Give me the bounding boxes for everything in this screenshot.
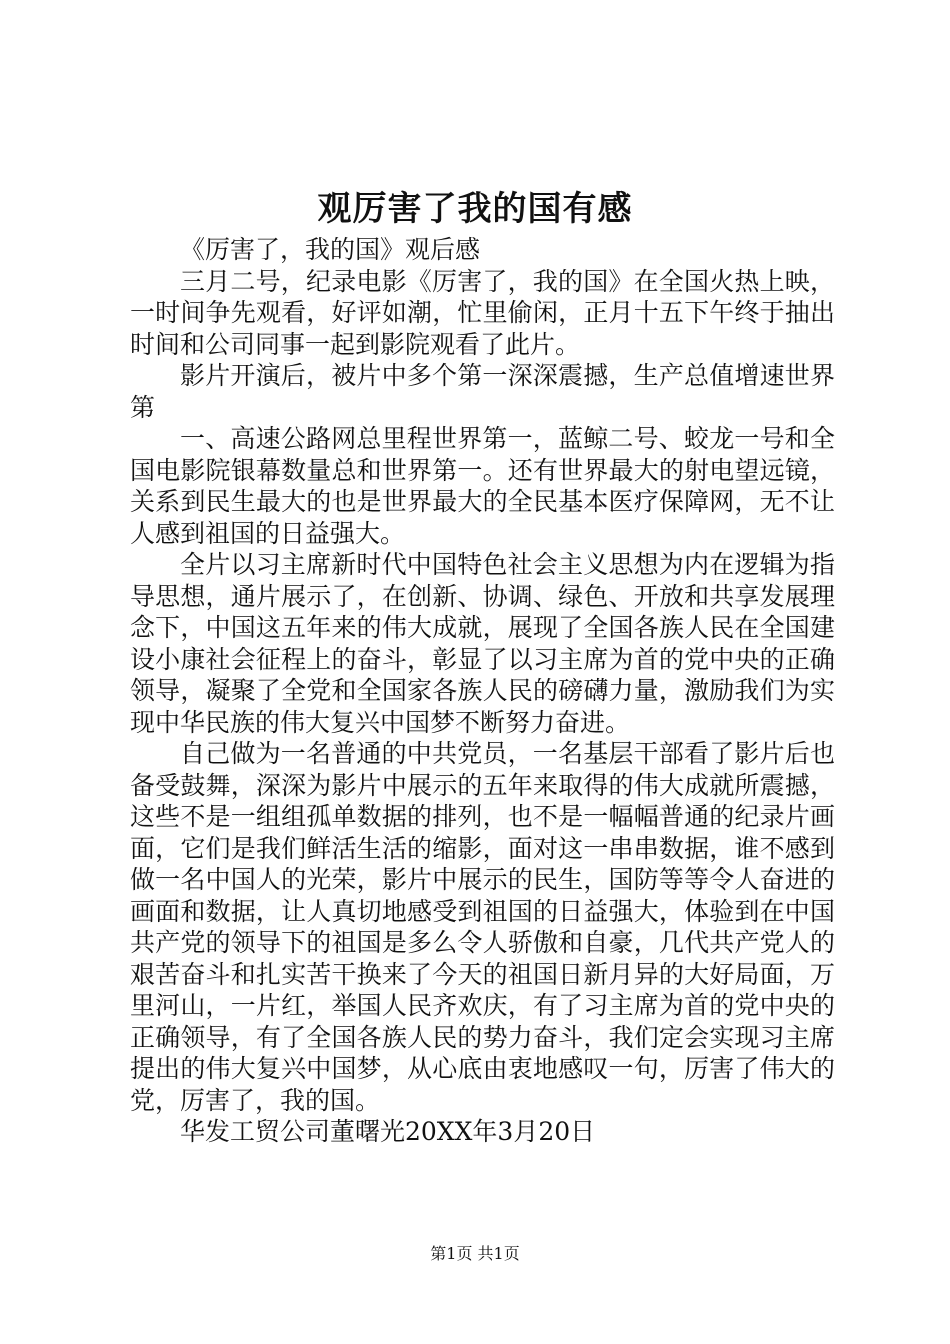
paragraph-subtitle: 《厉害了，我的国》观后感	[180, 235, 481, 264]
paragraph: 全片以习主席新时代中国特色社会主义思想为内在逻辑为指导思想，通片展示了，在创新、协调、绿色、开放和共享发展理念下，中国这五年来的伟大成就，展现了全国各族人民在全国建设小康社会征程上的奋斗，彰显了以习主席为首的党中央的正确领导，凝聚了全党和全国家各族人民的磅礴力量，激励我们为实现中华民族的伟大复兴中国梦不断努力奋进。	[130, 550, 835, 737]
page-footer: 第1页 共1页	[430, 1244, 520, 1263]
document-title: 观厉害了我的国有感	[317, 189, 633, 229]
document-body	[130, 234, 835, 1148]
paragraph: 影片开演后，被片中多个第一深深震撼，生产总值增速世界第	[130, 361, 835, 422]
paragraph: 一、高速公路网总里程世界第一，蓝鲸二号、蛟龙一号和全国电影院银幕数量总和世界第一。还有世界最大的射电望远镜，关系到民生最大的也是世界最大的全民基本医疗保障网，无不让人感到祖国的日益强大。	[130, 424, 835, 548]
paragraph: 三月二号，纪录电影《厉害了，我的国》在全国火热上映，一时间争先观看，好评如潮，忙里偷闲，正月十五下午终于抽出时间和公司同事一起到影院观看了此片。	[130, 266, 835, 359]
signature-line: 华发工贸公司董曙光20XX年3月20日	[180, 1117, 596, 1146]
paragraph: 自己做为一名普通的中共党员，一名基层干部看了影片后也备受鼓舞，深深为影片中展示的五年来取得的伟大成就所震撼，这些不是一组组孤单数据的排列，也不是一幅幅普通的纪录片画面，它们是我们鲜活生活的缩影，面对这一串串数据，谁不感到做一名中国人的光荣，影片中展示的民生，国防等等令人奋进的画面和数据，让人真切地感受到祖国的日益强大，体验到在中国共产党的领导下的祖国是多么令人骄傲和自豪，几代共产党人的艰苦奋斗和扎实苦干换来了今天的祖国日新月异的大好局面，万里河山，一片红，举国人民齐欢庆，有了习主席为首的党中央的正确领导，有了全国各族人民的势力奋斗，我们定会实现习主席提出的伟大复兴中国梦，从心底由衷地感叹一句，厉害了伟大的党，厉害了，我的国。	[130, 739, 835, 1115]
